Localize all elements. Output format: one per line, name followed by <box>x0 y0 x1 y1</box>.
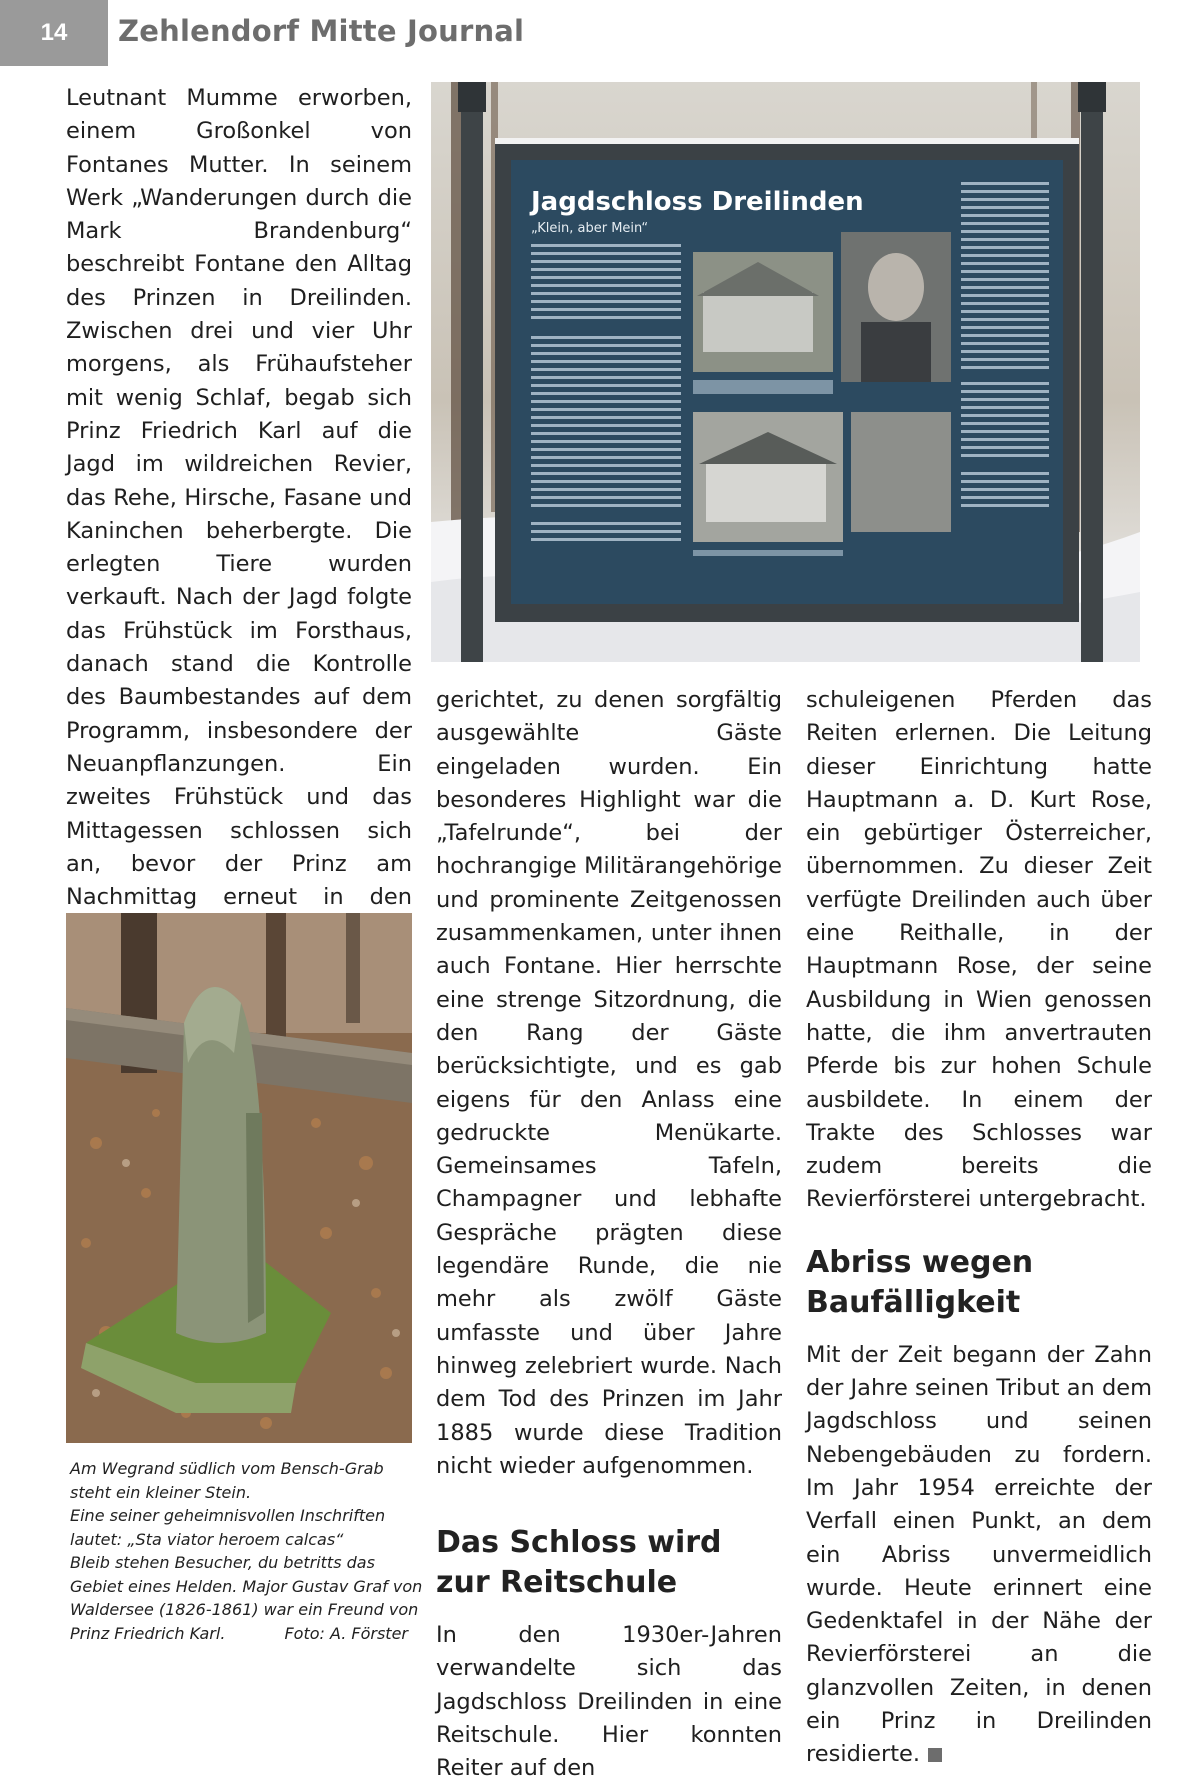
info-board-illustration <box>431 82 1140 662</box>
caption-line <box>70 1622 408 1646</box>
middle-paragraph-2: In den 1930er-Jahren verwandelte sich das Jagdschloss Dreilinden in eine Reitschule. Hier konnten Reiter auf den <box>436 1622 782 1782</box>
left-column-text <box>66 82 412 981</box>
middle-paragraph-1: gerichtet, zu denen sorgfältig ausgewählte Gäste eingeladen wurden. Ein besonderes Highlight war die „Tafelrunde“, bei der hochrangige Militärangehörige und prominente Zeitgenossen zusammenkamen, unter ihnen auch Fontane. Hier herrschte eine strenge Sitzordnung, die den Rang der Gäste berücksichtigte, und es gab eigens für den Anlass eine gedruckte Menükarte. Gemeinsames Tafeln, Champagner und lebhafte Gespräche prägten diese legendäre Runde, die nie mehr als zwölf Gäste umfasste und über Jahre hinweg zelebriert wurde. Nach dem Tod des Prinzen im Jahr 1885 wurde diese Tradition nicht wieder aufgenommen. <box>436 687 782 1479</box>
end-of-article-square-icon <box>928 1748 942 1762</box>
heading-reitschule-line-1: Das Schloss wird <box>436 1525 722 1561</box>
caption-line: Waldersee (1826-1861) war ein Freund von <box>70 1600 419 1619</box>
heading-abriss <box>806 1243 1152 1323</box>
board-subtitle: „Klein, aber Mein“ <box>531 221 649 236</box>
middle-column <box>436 684 782 1786</box>
caption-line: Eine seiner geheimnisvollen Inschriften <box>70 1506 386 1525</box>
heading-abriss-line-2: Baufälligkeit <box>806 1284 1021 1320</box>
right-column <box>806 684 1152 1772</box>
stone-illustration <box>66 913 412 1443</box>
caption-line: lautet: „Sta viator heroem calcas“ <box>70 1529 344 1549</box>
heading-reitschule <box>436 1523 782 1603</box>
right-paragraph-2 <box>806 1339 1152 1772</box>
left-paragraph: Leutnant Mumme erworben, einem Großonkel von Fontanes Mutter. In seinem Werk „Wanderungen durch die Mark Brandenburg“ beschreibt Fontane den Alltag des Prinzen in Dreilinden. Zwischen drei und vier Uhr morgens, als Frühaufsteher mit wenig Schlaf, begab sich Prinz Friedrich Karl auf die Jagd im wildreichen Revier, das Rehe, Hirsche, Fasane und Kaninchen beherbergte. Die erlegten Tiere wurden verkauft. Nach der Jagd folgte das Frühstück im Forsthaus, danach stand die Kontrolle des Baumbestandes auf dem Programm, insbesondere der Neuanpflanzungen. Ein zweites Frühstück und das Mittagessen schlossen sich an, bevor der Prinz am Nachmittag erneut in den <box>66 85 412 911</box>
heading-abriss-line-1: Abriss wegen <box>806 1244 1034 1280</box>
caption-last-line: Prinz Friedrich Karl. <box>70 1623 226 1643</box>
board-title: Jagdschloss Dreilinden <box>531 187 864 217</box>
caption-line: Gebiet eines Helden. Major Gustav Graf von <box>70 1576 423 1596</box>
heading-reitschule-line-2: zur Reitschule <box>436 1565 678 1601</box>
journal-title: Zehlendorf Mitte Journal <box>118 14 525 48</box>
right-paragraph-1: schuleigenen Pferden das Reiten erlernen. Die Leitung dieser Einrichtung hatte Hauptmann a. D. Kurt Rose, ein gebürtiger Österreicher, übernommen. Zu dieser Zeit verfügte Dreilinden auch über eine Reithalle, in der Hauptmann Rose, der seine Ausbildung in Wien genossen hatte, die ihm anvertrauten Pferde bis zur hohen Schule ausbildete. In einem der Trakte des Schlosses war zudem bereits die Revierförsterei untergebracht. <box>806 687 1152 1213</box>
photo-credit: Foto: A. Förster <box>284 1623 408 1643</box>
info-board-photo <box>431 82 1140 662</box>
page-number: 14 <box>0 0 108 66</box>
right-paragraph-2-text: Mit der Zeit begann der Zahn der Jahre seinen Tribut an dem Jagdschloss und seinen Nebengebäuden zu fordern. Im Jahr 1954 erreichte der Verfall einen Punkt, an dem ein Abriss unvermeidlich wurde. Heute erinnert eine Gedenktafel in der Nähe der Revierförsterei an die glanzvollen Zeiten, in denen ein Prinz in Dreilinden residierte. <box>806 1341 1152 1768</box>
photo-caption <box>70 1457 423 1645</box>
stone-photo <box>66 913 412 1443</box>
caption-line: Am Wegrand südlich vom Bensch-Grab <box>70 1459 384 1478</box>
caption-line: steht ein kleiner Stein. <box>70 1482 252 1502</box>
caption-line: Bleib stehen Besucher, du betritts das <box>70 1553 375 1572</box>
